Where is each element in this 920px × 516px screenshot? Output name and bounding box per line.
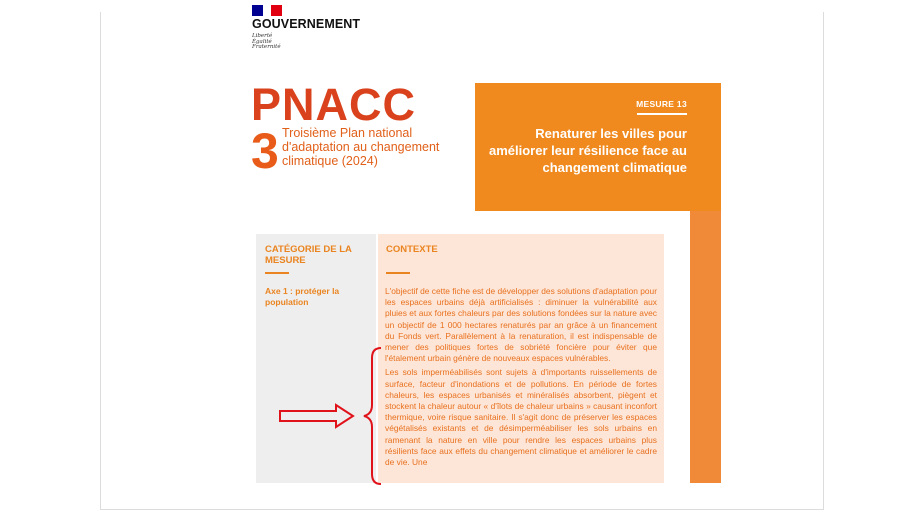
context-paragraph: Les sols imperméabilisés sont sujets à d'importants ruissellements de surface, facteur d'inondations et de pollutions. En période de fortes chaleurs, les espaces urbanisés et minéralisés absorbent, piègent et stockent la chaleur autour « d'îlots de chaleur urbains » causant inconfort thermique, voire risque sanitaire. Il s'agit donc de préserver les espaces végétalisés existants et de désimperméabiliser les sols urbains en ramenant la nature en ville pour rendre les espaces urbains plus résilients face aux effets du changement climatique et améliorer le cadre de vie. Une xyxy=(385,367,657,468)
category-heading: CATÉGORIE DE LA MESURE xyxy=(265,244,352,266)
plan-number: 3 xyxy=(251,123,279,179)
measure-title: Renaturer les villes pour améliorer leur résilience face au changement climatique xyxy=(489,126,687,175)
government-name: GOUVERNEMENT xyxy=(252,17,361,31)
context-paragraph: L'objectif de cette fiche est de développer des solutions d'adaptation pour les espaces urbains déjà artificialisés : diminuer la vulnérabilité aux pluies et aux fortes chaleurs par des solutions fondées sur la nature avec un objectif de 1 000 hectares renaturés par an grâce à un financement du Fonds vert. Parallèlement à la renaturation, il est indispensable de mener des politiques fortes de sobriété foncière pour éviter que l'étalement urbain génère de nouveaux espaces vulnérables. xyxy=(385,286,657,364)
motto-line: Liberté xyxy=(252,33,273,39)
context-heading: CONTEXTE xyxy=(386,244,438,255)
highlight-bracket xyxy=(364,348,381,484)
motto-line: Fraternité xyxy=(252,44,281,51)
motto-line: Égalité xyxy=(252,38,272,45)
category-value: Axe 1 : protéger la population xyxy=(265,286,340,307)
pointer-arrow-icon xyxy=(280,405,353,427)
plan-acronym: PNACC xyxy=(251,79,417,130)
plan-subtitle: Troisième Plan national d'adaptation au changement climatique (2024) xyxy=(282,126,440,168)
measure-number: MESURE 13 xyxy=(636,99,687,109)
